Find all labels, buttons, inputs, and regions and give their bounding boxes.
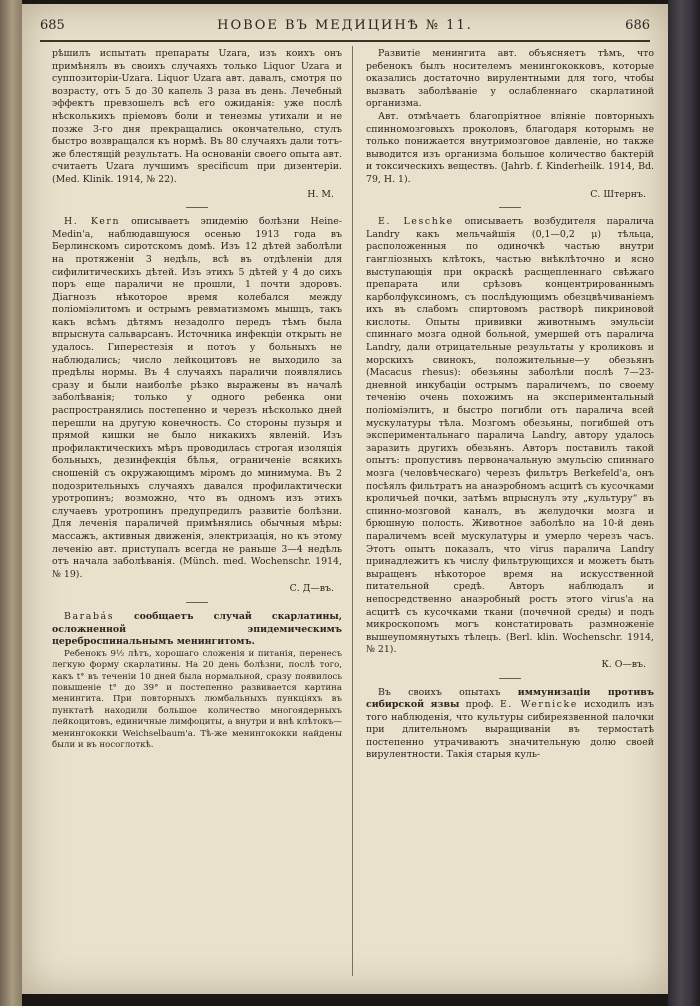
page-number-left: 685 (40, 18, 65, 33)
right-column (366, 48, 654, 762)
book-binding (668, 0, 700, 1006)
previous-page-edge (0, 0, 22, 1006)
article-barabas-text: сообщаетъ случай скарлатины, осложненной эпидемическимъ цереброспинальнымъ менингитомъ. (52, 610, 342, 648)
article-barabas-author: Barabás (64, 610, 115, 622)
article-separator (186, 207, 208, 208)
article-wernicke-text: исходилъ изъ того наблюденія, что культуры сибиреязвенной палочки при длительномъ выращиваніи въ термостатѣ постепенно утрачиваютъ значительную долю своей вирулентности. Такія старыя куль- (366, 699, 655, 761)
article-separator (186, 602, 208, 603)
article-barabas-conclusion: Авт. отмѣчаетъ благопріятное вліяніе повторныхъ спинномозговыхъ проколовъ, благодаря которымъ не только понижается внутримозговое давленіе, но также выводится изъ организма большое количество бактерій и токсическихъ веществъ. (Jahrb. f. Kinderheilk. 1914, Bd. 79, H. 1). (366, 110, 654, 185)
article-wernicke-lead: Въ своихъ опытахъ (378, 686, 501, 698)
page-number-right: 686 (625, 18, 650, 33)
journal-title: НОВОЕ ВЪ МЕДИЦИНѢ № 11. (217, 18, 473, 33)
article-uzara-signature: Н. М. (307, 188, 334, 200)
left-column (52, 48, 342, 751)
article-uzara-text: рѣшилъ испытать препараты Uzara, изъ коихъ онъ примѣнялъ въ своихъ случаяхъ только Liquor Uzara и суппозиторіи-Uzara. Liquor Uzara авт. давалъ, смотря по возрасту, отъ 5 до 30 капель 3 раза въ день. Лечебный эффектъ превзошелъ всѣ его ожиданія: уже послѣ нѣсколькихъ пріемовъ боли и тенезмы утихали и не позже 3-го дня прекращались окончательно, стулъ быстро возвращался къ нормѣ. Въ 80 случаяхъ дали тотъ-же блестящій результатъ. На основаніи своего опыта авт. считаетъ Uzara лучшимъ specificum при дизентеріи. (Med. Klinik. 1914, № 22). (52, 48, 342, 185)
article-leschke (366, 216, 654, 657)
article-leschke-text: описываетъ возбудителя паралича Landry какъ мельчайшія (0,1—0,2 μ) тѣльца, расположенныя по одиночкѣ частью внутри гангліозныхъ клѣтокъ, частью внѣклѣточно и ясно выступающія при окраскѣ расщепленнаго свѣжаго препарата или срѣзовъ концентрированнымъ карболфуксиномъ, съ послѣдующимъ обезцвѣчиваніемъ ихъ въ слабомъ спиртовомъ растворѣ пикриновой кислоты. Опыты прививки животнымъ эмульсіи спиннаго мозга одной больной, умершей отъ паралича Landry, дали отрицательные результаты у кроликовъ и морскихъ свинокъ, положительные—у обезьянъ (Macacus rhesus): обезьяны заболѣли послѣ 7—23-дневной инкубаціи острымъ параличемъ, по своему теченію очень похожимъ на экспериментальный поліоміэлитъ, и быстро погибли отъ паралича всей мускулатуры тѣла. Мозгомъ обезьяны, погибшей отъ экспериментальнаго паралича Landry, автору удалось заразить другихъ обезьянъ. Авторъ поставилъ такой опытъ: пропустивъ первоначальную эмульсію спиннаго мозга (человѣческаго) черезъ фильтръ Berkefeld'a, онъ посѣялъ фильтратъ на анаэробномъ асцитѣ съ кусочками кроличьей почки, затѣмъ впрыснулъ эту „культуру“ въ спинно-мозговой каналъ, въ желудочки мозга и брюшную полость. Животное заболѣло на 10-й день параличемъ всей мускулатуры и умерло черезъ часъ. Этотъ опытъ показалъ, что virus паралича Landry принадлежитъ къ числу фильтрующихся и можетъ быть выращенъ нѣкоторое время на искусственной питательной средѣ. Авторъ наблюдалъ и непосредственно анаэробный ростъ этого virus'a на асцитѣ съ кусочками ткани (почечной среды) и подъ микроскопомъ могъ констатировать размноженіе вышеупомянутыхъ тѣлецъ. (Berl. klin. Wochenschr. 1914, № 21). (366, 216, 655, 656)
article-leschke-signature: К. О—въ. (601, 658, 646, 670)
header-rule (40, 40, 650, 42)
article-barabas (52, 611, 342, 649)
article-barabas-signature: С. Штернъ. (590, 188, 646, 200)
article-barabas-details: Ребенокъ 9½ лѣтъ, хорошаго сложенія и питанія, перенесъ легкую форму скарлатины. На 20 день болѣзни, послѣ того, какъ t° въ теченіи 10 дней была нормальной, сразу появилось повышеніе t° до 39° и постепенно развивается картина менингита. При повторныхъ люмбальныхъ пункціяхъ въ пунктатѣ находили большое количество многоядерныхъ лейкоцитовъ, единичные лимфоциты, а внутри и внѣ клѣтокъ—менингококки Weichselbaum'a. Тѣ-же менингококки найдены были и въ носоглоткѣ. (52, 648, 342, 750)
article-leschke-author: E. Leschke (378, 216, 454, 228)
article-wernicke (366, 687, 654, 763)
article-separator (499, 678, 521, 679)
running-header (40, 14, 650, 38)
article-kern-author: H. Kern (64, 216, 121, 228)
column-divider (352, 46, 353, 976)
article-kern-signature: С. Д—въ. (289, 583, 334, 595)
article-separator (499, 207, 521, 208)
article-wernicke-author: E. Wernicke (499, 699, 578, 711)
article-wernicke-topic: иммунизаціи противъ сибирской язвы (366, 686, 655, 711)
article-kern-text: описываетъ эпидемію болѣзни Heine-Medin'a, наблюдавшуюся осенью 1913 года въ Берлинскомъ сиротскомъ домѣ. Изъ 12 дѣтей заболѣли на протяженіи 3 недѣль, всѣ въ отдѣленіи для сифилитическихъ дѣтей. Изъ этихъ 5 дѣтей у 4 до сихъ поръ еще параличи не прошли, 1 почти здоровъ. Діагнозъ нѣкоторое время колебался между поліоміэлитомъ и острымъ ревматизмомъ мышцъ, такъ какъ всѣмъ дѣтямъ незадолго передъ тѣмъ была впрыснута сальварсанъ. Источника инфекціи открыть не удалось. Гиперестезія и потоъ у больныхъ не наблюдались; число лейкоцитовъ не выходило за предѣлы нормы. Въ 4 случаяхъ параличи появлялись сразу и были наиболѣе рѣзко выражены въ началѣ заболѣванія; только у одного ребенка они распространялись постепенно и черезъ нѣсколько дней перешли на другую конечность. Со стороны пузыря и прямой кишки не было никакихъ явленій. Изъ профилактическихъ мѣръ проводилась строгая изоляція больныхъ, дезинфекція бѣлья, ограниченіе всякихъ сношеній съ окружающимъ міромъ до минимума. Въ 2 подозрительныхъ случаяхъ давался профилактически уротропинъ; возможно, что въ одномъ изъ этихъ случаевъ уротропинъ предупредилъ развитіе болѣзни. Для леченія параличей примѣнялись обычныя мѣры: массажъ, активныя движенія, электризація, но къ этому леченію авт. приступалъ всегда не раньше 3—4 недѣль отъ начала заболѣванія. (Münch. med. Wochenschr. 1914, № 19). (52, 216, 342, 580)
article-barabas-continued: Развитіе менингита авт. объясняетъ тѣмъ, что ребенокъ былъ носителемъ менингококковъ, которые оказались достаточно вирулентными для того, чтобы вызвать заболѣваніе у ослабленнаго скарлатиной организма. (366, 48, 654, 110)
article-kern (52, 216, 342, 581)
article-wernicke-mid: проф. (465, 699, 494, 711)
